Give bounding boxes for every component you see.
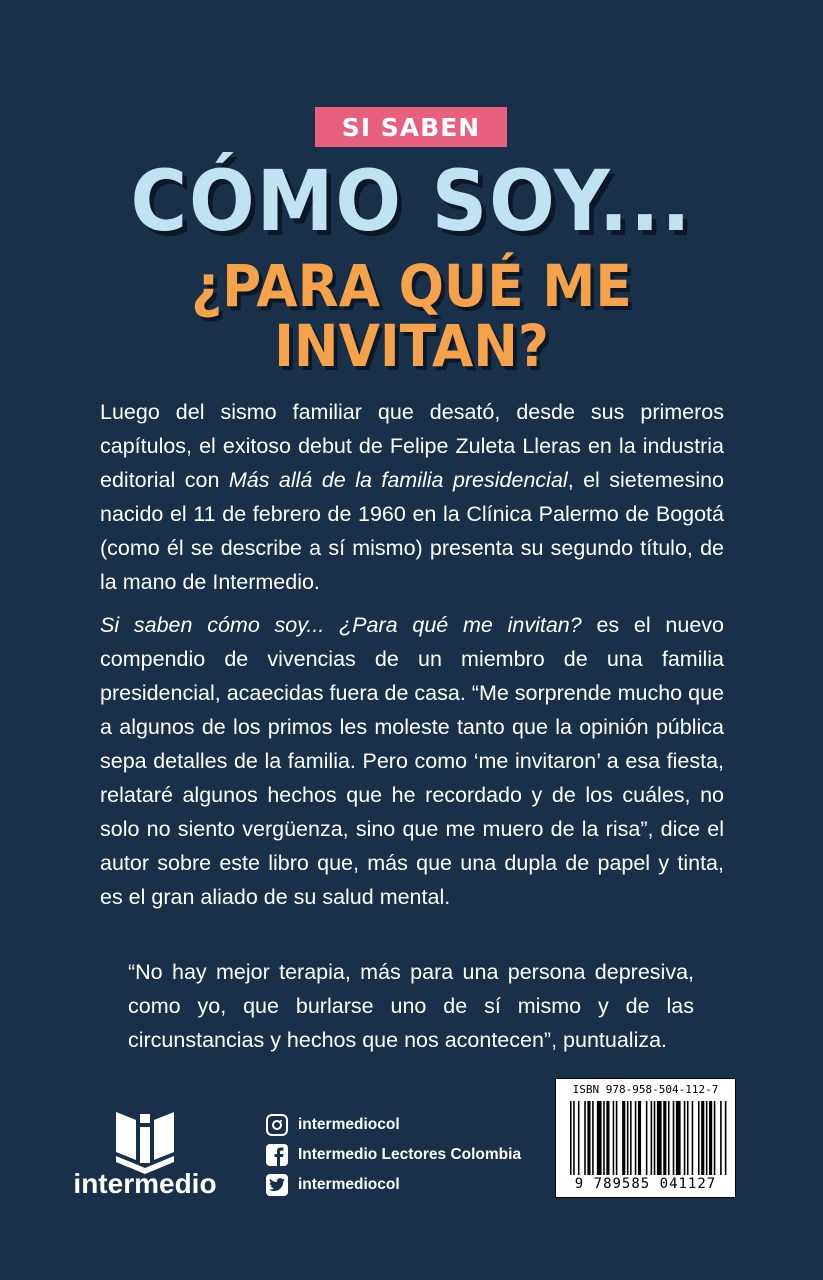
barcode-bar (592, 1101, 594, 1175)
isbn-label: ISBN 978-958-504-112-7 (572, 1083, 719, 1096)
barcode-bar (573, 1101, 575, 1175)
barcode-bar (668, 1101, 670, 1175)
barcode-bar (578, 1101, 580, 1175)
barcode-bars (570, 1101, 728, 1175)
barcode-bar (714, 1101, 716, 1175)
barcode-bar (663, 1101, 666, 1175)
barcode-bar (725, 1101, 727, 1175)
synopsis-paragraph-2 (100, 608, 724, 914)
twitter-icon (266, 1174, 288, 1196)
barcode-bar (570, 1101, 572, 1175)
social-links (266, 1110, 521, 1200)
barcode-bar (630, 1101, 632, 1175)
barcode-bar (638, 1101, 641, 1175)
barcode-digits: 9 789585 041127 (574, 1176, 717, 1192)
barcode-bar (603, 1101, 605, 1175)
barcode-bar (687, 1101, 689, 1175)
previous-book-title: Más allá de la familia presidencial (228, 468, 568, 492)
barcode-bar (613, 1101, 615, 1175)
title-kicker: SI SABEN (315, 107, 507, 147)
facebook-page: Intermedio Lectores Colombia (298, 1146, 522, 1163)
barcode-bar (701, 1101, 704, 1175)
title-line-1: CÓMO SOY... (130, 152, 693, 250)
barcode-bar (684, 1101, 686, 1175)
barcode-bar (597, 1101, 602, 1175)
isbn-barcode (555, 1078, 736, 1198)
barcode-bar (692, 1101, 694, 1175)
barcode-bar (651, 1101, 653, 1175)
barcode-bar (587, 1101, 590, 1175)
barcode-bar (676, 1101, 681, 1175)
barcode-bar (622, 1101, 625, 1175)
title-line-3: INVITAN? (274, 312, 549, 380)
title-line-2: ¿PARA QUÉ ME (191, 252, 632, 320)
barcode-bar (627, 1101, 629, 1175)
barcode-bar (584, 1101, 586, 1175)
barcode-bar (698, 1101, 700, 1175)
social-facebook[interactable] (266, 1140, 521, 1170)
barcode-bar (720, 1101, 722, 1175)
barcode-bar (646, 1101, 648, 1175)
author-quote: “No hay mejor terapia, más para una persona depresiva, como yo, que burlarse uno de sí mismo y de las circunstancias y hechos que nos acontecen”, puntualiza. (128, 960, 694, 1052)
synopsis-text: es el nuevo compendio de vivencias de un miembro de una familia presidencial, acaecidas fuera de casa. “Me sorprende mucho que a algunos de los primos les moleste tanto que la opinión pública sepa detalles de la familia. Pero como ‘me invitaron’ a esa fiesta, relataré algunos hechos que he recordado y de los cuáles, no solo no siento vergüenza, sino que me muero de la risa”, dice el autor sobre este libro que, más que una dupla de papel y tinta, es el gran aliado de su salud mental. (100, 613, 724, 909)
barcode-bar (657, 1101, 662, 1175)
social-twitter[interactable] (266, 1170, 521, 1200)
barcode-bar (654, 1101, 656, 1175)
synopsis-text: , el sietemesino nacido el 11 de febrero de 1960 en la Clínica Palermo de Bogotá (como él se describe a sí mismo) presenta su segundo título, de la mano de Intermedio. (100, 468, 725, 594)
barcode-bar (706, 1101, 708, 1175)
social-instagram[interactable] (266, 1110, 521, 1140)
publisher-name: intermedio (73, 1168, 217, 1199)
instagram-handle: intermediocol (298, 1116, 400, 1133)
barcode-bar (673, 1101, 675, 1175)
facebook-icon (266, 1144, 288, 1166)
barcode-bar (606, 1101, 609, 1175)
synopsis-paragraph-1 (100, 395, 724, 599)
barcode-bar (616, 1101, 618, 1175)
barcode-bar (635, 1101, 637, 1175)
barcode-bar (709, 1101, 712, 1175)
instagram-icon (266, 1114, 288, 1136)
synopsis-text: Luego del sismo familiar que desató, desde sus primeros capítulos, el exitoso debut de Felipe Zuleta Lleras en la industria editorial con (100, 400, 724, 492)
book-title-italic: Si saben cómo soy... ¿Para qué me invitan? (100, 613, 582, 637)
twitter-handle: intermediocol (298, 1176, 400, 1193)
